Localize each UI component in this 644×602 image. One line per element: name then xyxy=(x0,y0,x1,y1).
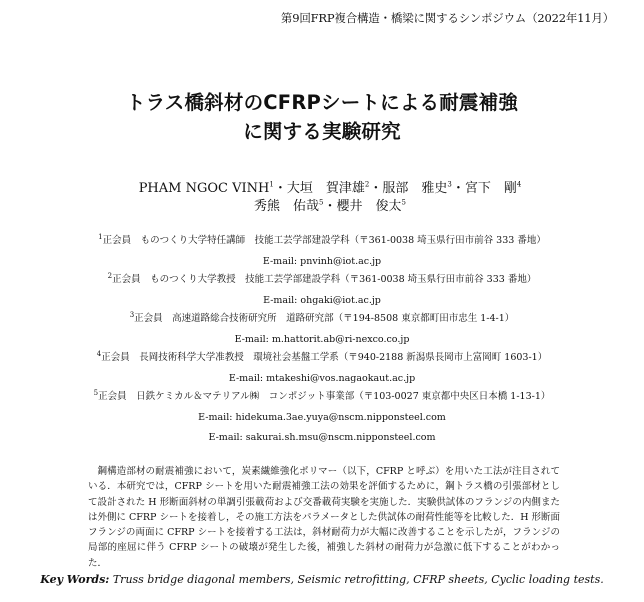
author xyxy=(139,181,287,196)
author xyxy=(287,181,383,196)
email-3: E-mail: m.hattorit.ab@ri-nexco.co.jp xyxy=(234,334,410,345)
affiliation-1 xyxy=(0,232,644,247)
author xyxy=(465,181,521,196)
author xyxy=(382,181,465,196)
author-separator: ・ xyxy=(369,181,383,196)
title-line-1: トラス橋斜材のCFRPシートによる耐震補強 xyxy=(125,91,519,114)
author-mark: 5 xyxy=(319,198,324,207)
affiliation-2 xyxy=(0,271,644,286)
email-4: E-mail: mtakeshi@vos.nagaokaut.ac.jp xyxy=(228,373,416,384)
affiliation-mark: 2 xyxy=(107,271,113,280)
author-list xyxy=(60,180,600,216)
paper-title xyxy=(0,88,644,146)
author-separator: ・ xyxy=(451,181,465,196)
affiliation-text: 正会員 日鉄ケミカル＆マテリアル㈱ コンポジット事業部（〒103-0027 東京都中央区日本橋 1-13-1） xyxy=(98,391,551,402)
author-name: 服部 雅史 xyxy=(382,181,448,196)
affiliation-text: 正会員 ものつくり大学特任講師 技能工芸学部建設学科（〒361-0038 埼玉県行田市前谷 333 番地） xyxy=(102,235,546,246)
author-name: 宮下 剛 xyxy=(464,181,517,196)
author-mark: 5 xyxy=(401,198,406,207)
affiliation-mark: 1 xyxy=(98,232,103,241)
author xyxy=(337,199,406,214)
email-5a: E-mail: hidekuma.3ae.yuya@nscm.nipponsteel.com xyxy=(198,412,446,423)
abstract: 鋼構造部材の耐震補強において，炭素繊維強化ポリマー（以下，CFRP と呼ぶ）を用いた工法が注目されている．本研究では，CFRP シートを用いた耐震補強工法の効果を評価するために，鋼トラス橋の引張部材として設計された H 形断面斜材の単調引張載荷および交番載荷実験を実施した．実験供試体のフランジの内側または外側に CFRP シートを接着し，その施工方法をパラメータとした供試体の耐荷性能等を比較した．H 形断面フランジの両面に CFRP シートを接着する工法は，斜材耐荷力が大幅に改善することを示したが，フランジの局部的座屈に伴う CFRP シートの破壊が発生した後，補強した斜材の耐荷力が急激に低下することがわかった． xyxy=(88,466,560,569)
author xyxy=(254,199,337,214)
affiliation-5 xyxy=(0,388,644,403)
title-line-2: に関する実験研究 xyxy=(243,120,401,143)
author-separator: ・ xyxy=(273,181,287,196)
affiliation-text: 正会員 高速道路総合技術研究所 道路研究部（〒194-8508 東京都町田市忠生 1-4-1） xyxy=(134,313,515,324)
author-separator: ・ xyxy=(323,199,337,214)
keywords-text: Truss bridge diagonal members, Seismic retrofitting, CFRP sheets, Cyclic loading tests. xyxy=(112,573,604,586)
author-mark: 4 xyxy=(516,180,522,189)
affiliation-3 xyxy=(0,310,644,325)
email-1: E-mail: pnvinh@iot.ac.jp xyxy=(262,256,382,267)
author-name: 秀熊 佑哉 xyxy=(254,199,320,214)
affiliation-mark: 5 xyxy=(93,388,99,397)
affiliation-mark: 4 xyxy=(96,349,102,358)
author-name: PHAM NGOC VINH xyxy=(138,181,270,196)
author-mark: 3 xyxy=(447,180,452,189)
affiliation-mark: 3 xyxy=(129,310,135,319)
author-name: 櫻井 俊太 xyxy=(336,199,402,214)
author-mark: 1 xyxy=(269,180,274,189)
symposium-header: 第9回FRP複合構造・橋梁に関するシンポジウム（2022年11月） xyxy=(280,11,614,25)
author-name: 大垣 賀津雄 xyxy=(286,181,365,196)
keywords xyxy=(0,573,644,586)
email-5b: E-mail: sakurai.sh.msu@nscm.nipponsteel.com xyxy=(208,432,436,443)
author-mark: 2 xyxy=(364,180,370,189)
affiliation-text: 正会員 ものつくり大学教授 技能工芸学部建設学科（〒361-0038 埼玉県行田市前谷 333 番地） xyxy=(112,274,537,285)
email-2: E-mail: ohgaki@iot.ac.jp xyxy=(263,295,381,306)
affiliation-text: 正会員 長岡技術科学大学准教授 環境社会基盤工学系（〒940-2188 新潟県長岡市上富岡町 1603-1） xyxy=(101,352,548,363)
keywords-label: Key Words: xyxy=(40,573,110,586)
affiliation-4 xyxy=(0,349,644,364)
